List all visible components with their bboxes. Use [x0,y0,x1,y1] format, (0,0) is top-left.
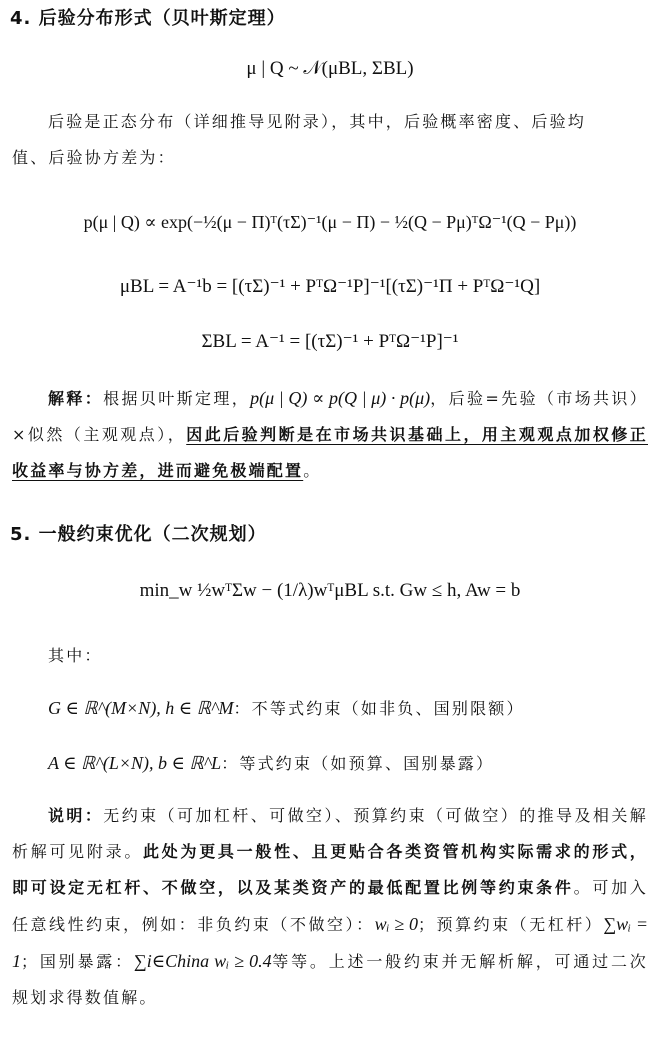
where-label-paragraph [12,638,648,674]
explanation-text-2: ，后验=先验（市场共识）×似然（主观观点）， [12,389,649,444]
posterior-density-formula: p(μ | Q) ∝ exp(−½(μ − Π)ᵀ(τΣ)⁻¹(μ − Π) − ½(Q − Pμ)ᵀΩ⁻¹(Q − Pμ)) [83,212,577,232]
explanation-text-1: 根据贝叶斯定理， [103,389,251,408]
budget-formula: ∑wᵢ = 1 [12,914,648,971]
equality-constraint-text: ：等式约束（如预算、国别暴露） [221,754,495,773]
section-4-heading: 4. 后验分布形式（贝叶斯定理） [10,8,286,29]
note-text-4: ；国别暴露： [21,952,134,971]
country-exposure-formula: ∑i∈China wᵢ ≥ 0.4 [133,951,272,971]
section-5-heading: 5. 一般约束优化（二次规划） [10,524,267,545]
inequality-constraint-line [12,690,648,727]
equality-constraint-line [12,745,648,782]
nonnegativity-formula: wᵢ ≥ 0 [374,914,419,934]
posterior-distribution-equation [0,58,660,80]
optimization-formula: min_w ½wᵀΣw − (1/λ)wᵀμBL s.t. Gw ≤ h, Aw = b [139,580,521,601]
note-label: 说明： [48,806,104,825]
intro-line-2: 值、后验协方差为： [12,148,176,167]
note-text-1: 无约束（可加杠杆、可做空）、预算约束（可做空）的推导及相关解析解可见附录。 [12,806,648,861]
posterior-density-equation [0,212,660,233]
note-emphasis: 此处为更具一般性、且更贴合各类资管机构实际需求的形式，即可设定无杠杆、不做空，以及某类资产的最低配置比例等约束条件 [12,842,648,897]
inequality-constraint-text: ：不等式约束（如非负、国别限额） [233,699,525,718]
note-text-3: ；预算约束（无杠杆） [418,915,604,934]
intro-line-1: 后验是正态分布（详细推导见附录），其中，后验概率密度、后验均 [48,112,587,131]
posterior-covariance-formula: ΣBL = A⁻¹ = [(τΣ)⁻¹ + PᵀΩ⁻¹P]⁻¹ [201,331,459,352]
explanation-paragraph [12,380,648,489]
note-text-2: 。可加入任意线性约束，例如：非负约束（不做空）： [12,878,648,934]
posterior-intro-paragraph [12,104,648,176]
equality-constraint-math: A ∈ ℝ^(L×N), b ∈ ℝ^L [48,753,222,773]
posterior-distribution-formula: μ | Q ~ 𝒩(μBL, ΣBL) [246,58,414,79]
explanation-end: 。 [303,461,322,480]
explanation-label: 解释： [48,389,104,408]
bayes-theorem-formula: p(μ | Q) ∝ p(Q | μ) · p(μ) [250,388,431,408]
explanation-emphasis: 因此后验判断是在市场共识基础上，用主观观点加权修正收益率与协方差，进而避免极端配置 [12,425,648,480]
posterior-mean-equation [0,275,660,298]
where-label: 其中： [48,646,103,665]
note-text-5: 等等。上述一般约束并无解析解，可通过二次规划求得数值解。 [12,952,648,1007]
posterior-mean-formula: μBL = A⁻¹b = [(τΣ)⁻¹ + PᵀΩ⁻¹P]⁻¹[(τΣ)⁻¹Π + PᵀΩ⁻¹Q] [119,276,541,297]
inequality-constraint-math: G ∈ ℝ^(M×N), h ∈ ℝ^M [48,698,234,718]
note-paragraph [12,798,648,1016]
posterior-covariance-equation [0,330,660,353]
optimization-equation [0,580,660,602]
